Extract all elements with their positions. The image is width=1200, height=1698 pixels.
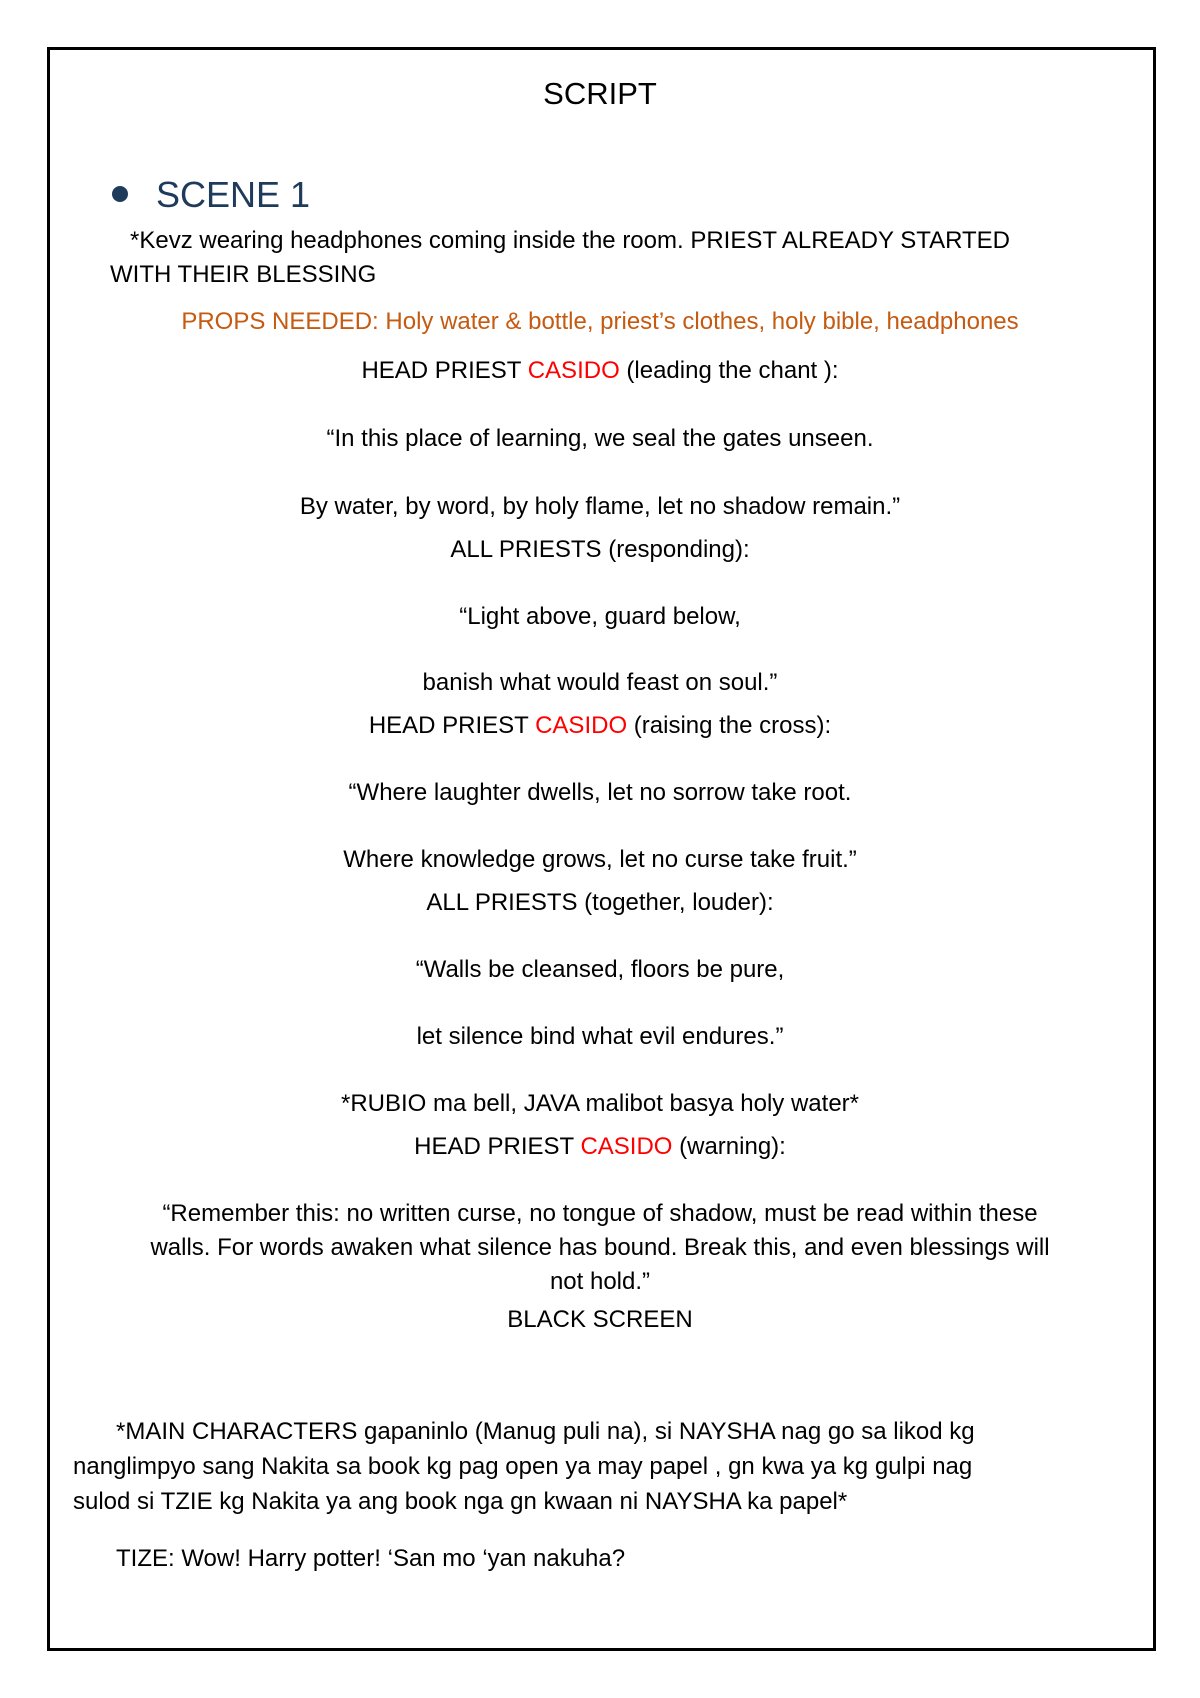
speaker-title: HEAD PRIEST xyxy=(368,712,529,739)
main-characters-line3: sulod si TZIE kg Nakita ya ang book nga gn kwaan ni NAYSHA ka papel* xyxy=(73,1488,848,1515)
tize-dialogue: TIZE: Wow! Harry potter! ‘San mo ‘yan nakuha? xyxy=(116,1545,626,1572)
speaker-cue: (leading the chant ): xyxy=(626,357,839,384)
chant-line: By water, by word, by holy flame, let no shadow remain.” xyxy=(299,493,901,520)
chant-line: banish what would feast on soul.” xyxy=(422,669,778,696)
warning-line1: “Remember this: no written curse, no tongue of shadow, must be read within these xyxy=(162,1200,1038,1227)
speaker-head-priest-2 xyxy=(0,711,1200,741)
page-title: SCRIPT xyxy=(543,76,657,111)
speaker-head-priest-1 xyxy=(0,356,1200,386)
speaker-name: CASIDO xyxy=(535,712,628,739)
warning-line2: walls. For words awaken what silence has bound. Break this, and even blessings will xyxy=(150,1234,1050,1261)
warning-line3: not hold.” xyxy=(549,1268,651,1295)
speaker-all-priests-1: ALL PRIESTS (responding): xyxy=(450,536,750,563)
speaker-title: HEAD PRIEST xyxy=(361,357,522,384)
chant-line: “Walls be cleansed, floors be pure, xyxy=(415,956,785,983)
bullet-icon xyxy=(112,186,128,202)
speaker-title: HEAD PRIEST xyxy=(414,1133,574,1160)
chant-line: “Where laughter dwells, let no sorrow take root. xyxy=(348,779,852,806)
speaker-cue: (warning): xyxy=(679,1133,786,1160)
main-characters-line1: *MAIN CHARACTERS gapaninlo (Manug puli na), si NAYSHA nag go sa likod kg xyxy=(116,1418,975,1445)
speaker-name: CASIDO xyxy=(527,357,620,384)
action-direction: *RUBIO ma bell, JAVA malibot basya holy water* xyxy=(341,1090,859,1117)
speaker-head-priest-3 xyxy=(0,1132,1200,1162)
chant-line: Where knowledge grows, let no curse take fruit.” xyxy=(343,846,857,873)
chant-line: let silence bind what evil endures.” xyxy=(416,1023,784,1050)
main-characters-line2: nanglimpyo sang Nakita sa book kg pag open ya may papel , gn kwa ya kg gulpi nag xyxy=(73,1453,973,1480)
chant-line: “In this place of learning, we seal the gates unseen. xyxy=(326,425,874,452)
props-needed: PROPS NEEDED: Holy water & bottle, priest’s clothes, holy bible, headphones xyxy=(181,308,1019,335)
stage-direction-line2: WITH THEIR BLESSING xyxy=(110,261,377,288)
speaker-name: CASIDO xyxy=(580,1133,673,1160)
chant-line: “Light above, guard below, xyxy=(459,603,741,630)
black-screen: BLACK SCREEN xyxy=(507,1306,693,1333)
speaker-all-priests-2: ALL PRIESTS (together, louder): xyxy=(426,889,774,916)
speaker-cue: (raising the cross): xyxy=(633,712,832,739)
scene-heading xyxy=(112,174,310,216)
stage-direction-line1: *Kevz wearing headphones coming inside the room. PRIEST ALREADY STARTED xyxy=(130,227,1010,254)
scene-heading-label: SCENE 1 xyxy=(156,174,311,215)
